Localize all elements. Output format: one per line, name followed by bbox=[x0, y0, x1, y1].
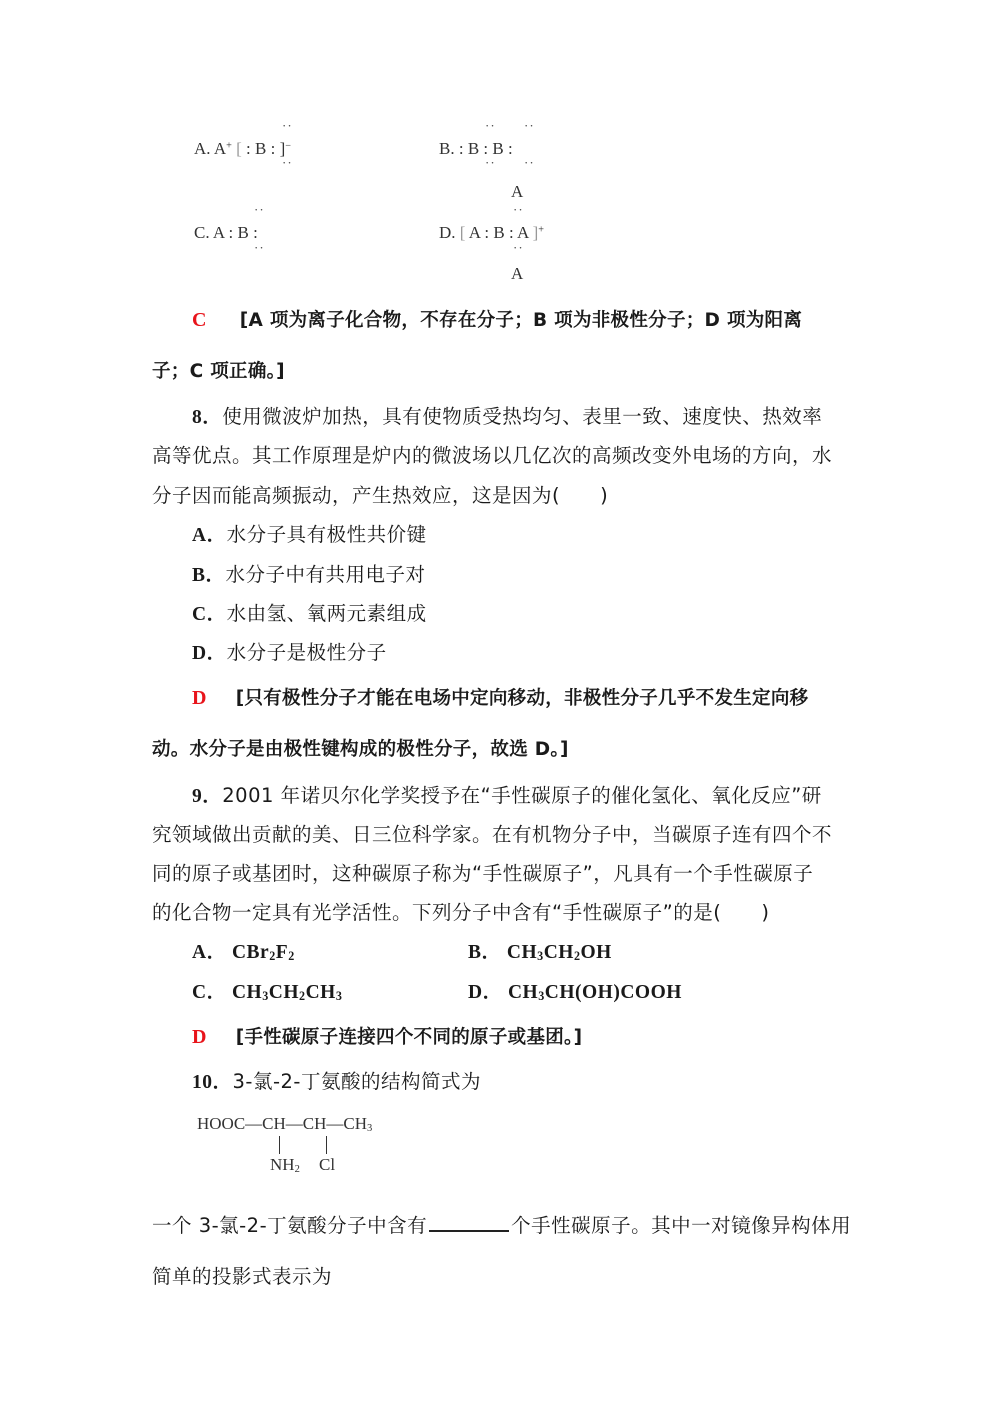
q8-option-d bbox=[192, 641, 387, 666]
bond-line bbox=[279, 1136, 280, 1154]
q8-answer bbox=[192, 686, 808, 711]
answer-explanation-cont: 子；C 项正确。] bbox=[152, 361, 285, 382]
anion-charge: − bbox=[285, 140, 292, 152]
electron-pair: : bbox=[483, 139, 489, 158]
lone-pair-dots: ·· bbox=[254, 240, 265, 255]
q8-stem-line2: 高等优点。其工作原理是炉内的微波场以几亿次的高频改变外电场的方向，水 bbox=[152, 444, 833, 467]
bottom-atom: A bbox=[511, 264, 524, 283]
question-number: 10． bbox=[192, 1072, 233, 1093]
option-label: B． bbox=[192, 565, 226, 586]
formula: $CBr_2F_2$ bbox=[231, 942, 295, 964]
center-atom: B bbox=[237, 223, 249, 242]
question-number: 8． bbox=[192, 407, 223, 428]
question-number: 9． bbox=[192, 786, 223, 807]
formula: $CH_3CH(OH)COOH$ bbox=[507, 982, 682, 1004]
bracket-open: [ bbox=[459, 223, 466, 242]
formula: $CH_3CH_2OH$ bbox=[506, 942, 612, 964]
lewis-structure-b bbox=[439, 139, 513, 159]
lewis-structure-d bbox=[439, 223, 544, 243]
answer-explanation-cont: 动。水分子是由极性键构成的极性分子，故选 D。] bbox=[152, 739, 569, 760]
electron-pair: : bbox=[484, 223, 490, 242]
option-label: D． bbox=[468, 982, 503, 1003]
q8-option-c bbox=[192, 602, 427, 627]
option-text: 水分子中有共用电子对 bbox=[225, 563, 426, 586]
option-label: B. bbox=[439, 139, 455, 158]
answer-letter: C bbox=[192, 309, 207, 331]
q7-answer-cont bbox=[152, 360, 285, 384]
lone-pair-dots: ·· bbox=[254, 202, 265, 217]
electron-pair: : bbox=[228, 223, 234, 242]
bond-line bbox=[326, 1136, 327, 1154]
substituent: NH bbox=[270, 1155, 295, 1174]
answer-explanation: [手性碳原子连接四个不同的原子或基团。] bbox=[235, 1027, 583, 1048]
option-label: C． bbox=[192, 604, 227, 625]
option-label: D. bbox=[439, 223, 456, 242]
center-atom: B bbox=[493, 223, 505, 242]
electron-pair: : bbox=[253, 223, 258, 242]
electron-pair: : bbox=[458, 139, 464, 158]
q9-option-b bbox=[468, 941, 612, 965]
top-atom: A bbox=[511, 182, 524, 201]
answer-explanation: [A 项为离子化合物，不存在分子；B 项为非极性分子；D 项为阳离 bbox=[239, 310, 803, 331]
answer-letter: D bbox=[192, 687, 207, 709]
lone-pair-dots: ·· bbox=[485, 118, 496, 133]
lone-pair-dots: ·· bbox=[282, 155, 293, 170]
option-label: A． bbox=[192, 942, 227, 963]
lone-pair-dots: ·· bbox=[485, 155, 496, 170]
answer-blank[interactable] bbox=[429, 1212, 509, 1232]
cation-charge: + bbox=[226, 140, 232, 152]
formula: $CH_3CH_2CH_3$ bbox=[231, 982, 343, 1004]
lone-pair-dots: ·· bbox=[282, 118, 293, 133]
cation-symbol: A bbox=[213, 139, 227, 158]
option-label: B． bbox=[468, 942, 502, 963]
q8-stem-line1 bbox=[192, 405, 822, 430]
q9-option-c bbox=[192, 981, 342, 1005]
subscript: 2 bbox=[294, 1163, 300, 1175]
ion-charge: + bbox=[538, 224, 544, 236]
q8-stem-line3: 分子因而能高频振动，产生热效应，这是因为( ) bbox=[152, 484, 609, 507]
question-text: 个手性碳原子。其中一对镜像异构体用 bbox=[511, 1214, 852, 1237]
electron-pair: : bbox=[508, 223, 514, 242]
bracket-open: [ bbox=[236, 139, 242, 158]
bracket-close: ] bbox=[279, 139, 286, 158]
option-label: A． bbox=[192, 525, 227, 546]
option-label: A. bbox=[194, 139, 211, 158]
option-text: 水分子是极性分子 bbox=[226, 641, 387, 664]
answer-explanation: [只有极性分子才能在电场中定向移动，非极性分子几乎不发生定向移 bbox=[235, 688, 809, 709]
lone-pair-dots: ·· bbox=[524, 155, 535, 170]
question-text: 2001 年诺贝尔化学奖授予在“手性碳原子的催化氢化、氧化反应”研 bbox=[222, 784, 822, 807]
atom: A bbox=[212, 223, 225, 242]
electron-pair: : bbox=[270, 139, 276, 158]
electron-pair: : bbox=[508, 139, 513, 158]
atom: A bbox=[516, 223, 529, 242]
q9-stem-line4: 的化合物一定具有光学活性。下列分子中含有“手性碳原子”的是( ) bbox=[152, 901, 770, 924]
main-chain bbox=[197, 1114, 372, 1134]
q8-option-a bbox=[192, 523, 427, 548]
atom: A bbox=[468, 223, 481, 242]
question-text: 使用微波炉加热，具有使物质受热均匀、表里一致、速度快、热效率 bbox=[222, 405, 823, 428]
q9-stem-line3: 同的原子或基团时，这种碳原子称为“手性碳原子”，凡具有一个手性碳原子 bbox=[152, 862, 814, 885]
q9-option-d bbox=[468, 981, 682, 1005]
atom: B bbox=[492, 139, 504, 158]
question-text: 一个 3-氯-2-丁氨酸分子中含有 bbox=[152, 1214, 428, 1237]
q10-stem bbox=[192, 1070, 481, 1095]
q9-answer bbox=[192, 1025, 582, 1050]
answer-letter: D bbox=[192, 1026, 207, 1048]
subscript: 3 bbox=[367, 1122, 373, 1134]
option-text: 水分子具有极性共价键 bbox=[226, 523, 427, 546]
lone-pair-dots: ·· bbox=[513, 240, 524, 255]
q10-question-line1 bbox=[152, 1212, 851, 1239]
option-text: 水由氢、氧两元素组成 bbox=[226, 602, 427, 625]
chain-text: HOOC—CH—CH—CH bbox=[197, 1114, 368, 1133]
q8-answer-cont bbox=[152, 738, 569, 762]
center-atom: B bbox=[255, 139, 267, 158]
option-label: C. bbox=[194, 223, 210, 242]
q9-option-a bbox=[192, 941, 295, 965]
chloro-group: Cl bbox=[319, 1155, 336, 1174]
q9-stem-line2: 究领域做出贡献的美、日三位科学家。在有机物分子中，当碳原子连有四个不 bbox=[152, 823, 833, 846]
bracket-close: ] bbox=[532, 223, 539, 242]
lewis-structure-c bbox=[194, 223, 258, 243]
atom: B bbox=[467, 139, 480, 158]
q7-answer bbox=[192, 308, 802, 333]
amino-group bbox=[270, 1155, 300, 1175]
option-label: C． bbox=[192, 982, 227, 1003]
question-text: 3-氯-2-丁氨酸的结构简式为 bbox=[232, 1070, 481, 1093]
option-label: D． bbox=[192, 643, 227, 664]
q8-option-b bbox=[192, 563, 426, 588]
lone-pair-dots: ·· bbox=[524, 118, 535, 133]
lewis-structure-a bbox=[194, 139, 291, 159]
q10-question-line2: 简单的投影式表示为 bbox=[152, 1265, 333, 1288]
lone-pair-dots: ·· bbox=[513, 202, 524, 217]
electron-pair: : bbox=[246, 139, 251, 158]
q9-stem-line1 bbox=[192, 784, 822, 809]
